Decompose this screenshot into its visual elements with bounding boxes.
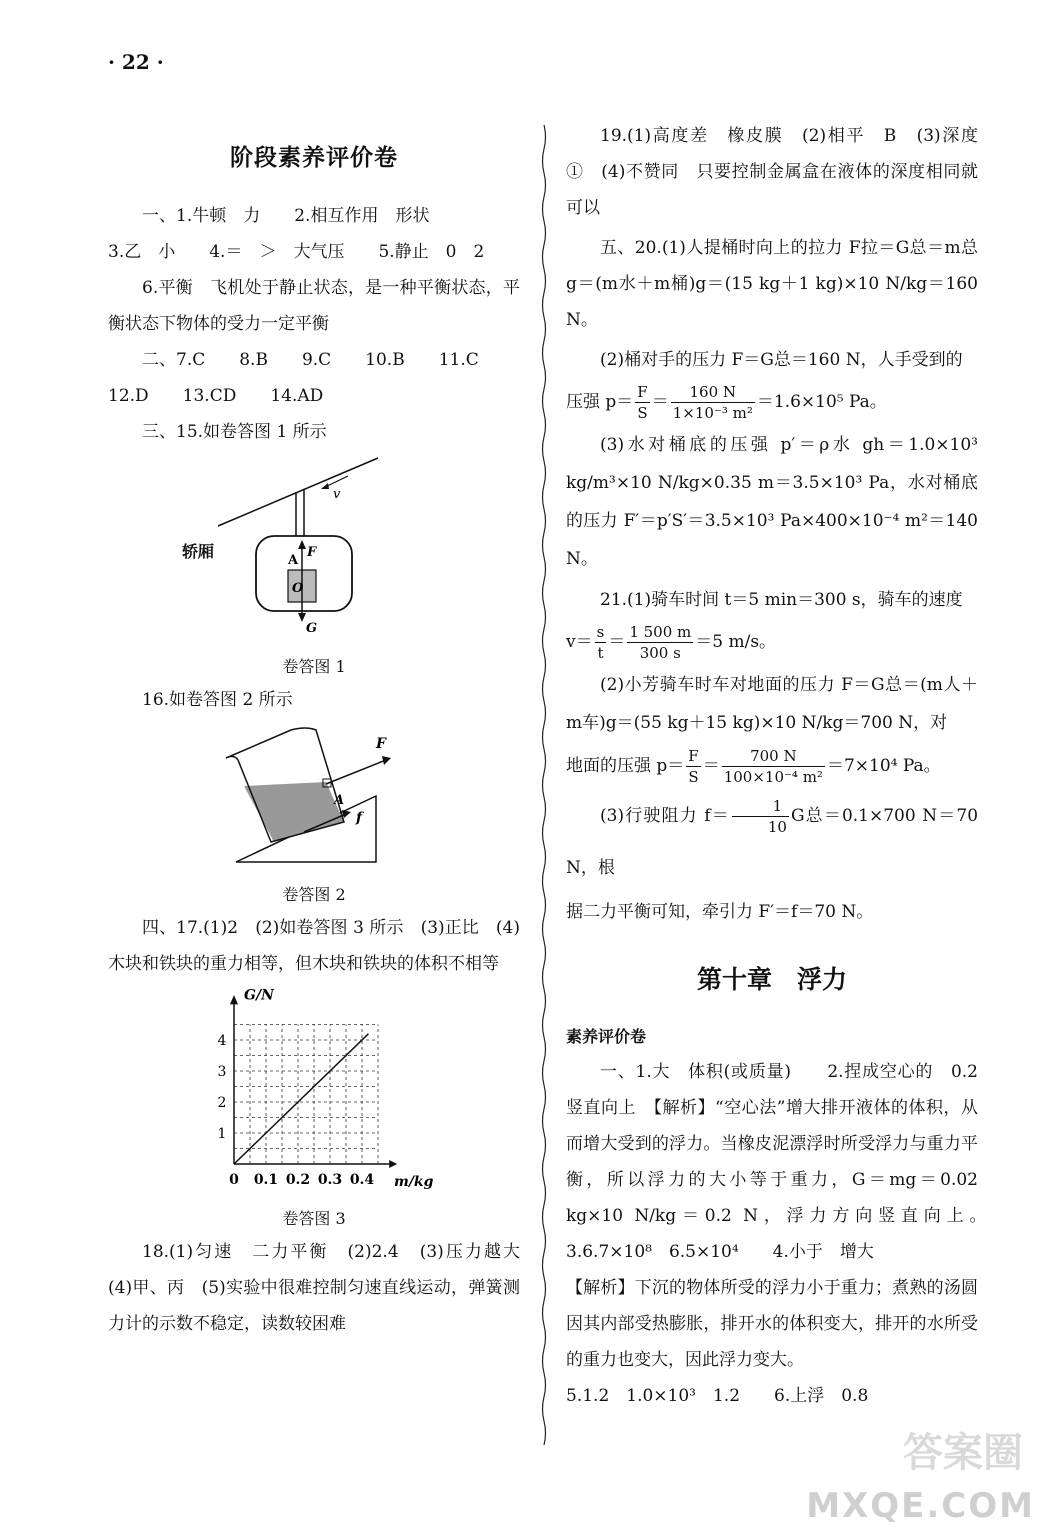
figure-2 (108, 724, 520, 874)
velocity-arrow-head (321, 483, 329, 489)
figure-1: v A F O G 轿厢 (108, 456, 520, 646)
y-tick-label: 4 (217, 1033, 227, 1049)
data-line (234, 1034, 368, 1164)
answer-q21-3b: 据二力平衡可知，牵引力 F′＝f＝70 N。 (566, 902, 874, 922)
answer-ch10-a4: 【解析】下沉的物体所受的浮力小于重力；煮熟的汤圆因其内部受热膨胀，排开水的体积变大，排开的水所受的重力也变大，因此浮力变大。 (566, 1278, 978, 1370)
section-subtitle: 素养评价卷 (566, 1027, 647, 1046)
answer-q20-2a: (2)桶对手的压力 F＝G总＝160 N，人手受到的 (600, 350, 963, 370)
label-O: O (292, 581, 304, 596)
answer-part2-line1: 二、7.C 8.B 9.C 10.B 11.C (142, 350, 479, 370)
x-tick-label: 0 (229, 1172, 239, 1188)
answer-q19: 19.(1)高度差 橡皮膜 (2)相平 B (3)深度 ① (4)不赞同 只要控制金属盒在液体的深度相同就可以 (566, 126, 995, 218)
cable-car-diagram (208, 456, 388, 646)
figure-1-caption: 卷答图 1 (282, 657, 346, 676)
answer-q17: 四、17.(1)2 (2)如卷答图 3 所示 (3)正比 (4)木块和铁块的重力相等，但木块和铁块的体积不相等 (108, 918, 520, 974)
label-A: A (334, 793, 345, 808)
x-tick-label: 0.1 (253, 1172, 279, 1188)
label-v: v (333, 487, 341, 502)
y-tick-label: 2 (217, 1095, 227, 1111)
answer-q21-1a: 21.(1)骑车时间 t＝5 min＝300 s，骑车的速度 (600, 590, 963, 610)
answer-part2-line2: 12.D 13.CD 14.AD (108, 386, 324, 406)
answer-q1-line2: 3.乙 小 4.＝ ＞ 大气压 5.静止 0 2 (108, 242, 485, 262)
answer-q6: 6.平衡 飞机处于静止状态，是一种平衡状态，平衡状态下物体的受力一定平衡 (108, 278, 520, 334)
answer-q18: 18.(1)匀速 二力平衡 (2)2.4 (3)压力越大 (4)甲、丙 (5)实验中很难控制匀速直线运动，弹簧测力计的示数不稳定，读数较困难 (108, 1242, 537, 1334)
answer-q21-2b: 地面的压强 p＝ $\frac{F}{S}$ ＝ $\frac{700 N}{\text{100×10⁻⁴ m²}}$ ＝7×10⁴ Pa。 (566, 747, 941, 786)
y-tick-label: 3 (217, 1064, 227, 1080)
answer-q21-1b: v＝ $\frac{s}{t}$ ＝ $\frac{1 500 m}{300 s}$ ＝5 m/s。 (566, 623, 777, 662)
answer-ch10-a1: 一、1.大 体积(或质量) 2.捏成空心的 0.2 竖直向上 【解析】“空心法”增大排开液体的体积，从而增大受到的浮力。当橡皮泥漂浮时所受浮力与重力平衡，所以浮力的大小等于重力，G＝mg＝0.02 kg×10 N/kg＝0.2 N，浮力方向竖直向上。 3.6.7×10⁸ 6.5×10⁴ 4.小于 增大 (566, 1062, 995, 1262)
x-axis-arrow (389, 1160, 397, 1168)
force-F-arrow (326, 760, 386, 784)
x-tick-label: 0.2 (285, 1172, 311, 1188)
chapter-title: 第十章 浮力 (696, 965, 847, 994)
label-f: f (356, 810, 363, 826)
figure-3 (108, 988, 520, 1198)
g-m-graph (194, 987, 434, 1198)
figure-2-caption: 卷答图 2 (282, 885, 346, 904)
section-title: 阶段素养评价卷 (230, 145, 398, 171)
watermark-logo: 答案圈 (903, 1430, 1023, 1476)
answer-q20-3: (3)水对桶底的压强 p′＝ρ水 gh＝1.0×10³ kg/m³×10 N/kg×0.35 m＝3.5×10³ Pa，水对桶底的压力 F′＝p′S′＝3.5×10³ Pa×400×10⁻⁴ m²＝140 N。 (566, 435, 978, 569)
answer-q20-2b: 压强 p＝ $\frac{F}{S}$ ＝ $\frac{160 N}{\text{1×10⁻³ m²}}$ ＝1.6×10⁵ Pa。 (566, 383, 887, 422)
answer-q20-1: 五、20.(1)人提桶时向上的拉力 F拉＝G总＝m总 g＝(m水＋m桶)g＝(15 kg＋1 kg)×10 N/kg＝160 N。 (566, 238, 978, 330)
page-number: · 22 · (108, 50, 164, 74)
answer-q1-line1: 一、1.牛顿 力 2.相互作用 形状 (142, 206, 430, 226)
y-axis-arrow (230, 995, 238, 1004)
label-F: F (376, 736, 386, 752)
right-column (566, 118, 995, 1414)
answer-q21-3: (3)行驶阻力 f＝ $\frac{1}{10}$ G总＝0.1×700 N＝70 N，根 (566, 797, 979, 878)
x-tick-label: 0.4 (349, 1172, 375, 1188)
label-A: A (288, 553, 299, 568)
left-column (108, 118, 537, 1342)
x-axis-label: m/kg (394, 1174, 434, 1190)
figure-3-caption: 卷答图 3 (282, 1209, 346, 1228)
label-G: G (306, 621, 318, 636)
answer-ch10-a5: 5.1.2 1.0×10³ 1.2 6.上浮 0.8 (566, 1386, 869, 1406)
watermark-url: MXQE.COM (806, 1486, 1035, 1526)
answer-q21-2a: (2)小芳骑车时车对地面的压力 F＝G总＝(m人＋m车)g＝(55 kg＋15 kg)×10 N/kg＝700 N，对 (566, 675, 978, 733)
x-tick-label: 0.3 (317, 1172, 343, 1188)
beaker-on-incline-diagram (216, 724, 416, 874)
label-F: F (307, 545, 317, 560)
column-divider (541, 125, 547, 1455)
cable-line (218, 458, 378, 526)
y-axis-label: G/N (244, 987, 274, 1004)
answer-q16: 16.如卷答图 2 所示 (142, 690, 293, 710)
y-tick-label: 1 (217, 1126, 227, 1142)
answer-q15: 三、15.如卷答图 1 所示 (142, 422, 327, 442)
